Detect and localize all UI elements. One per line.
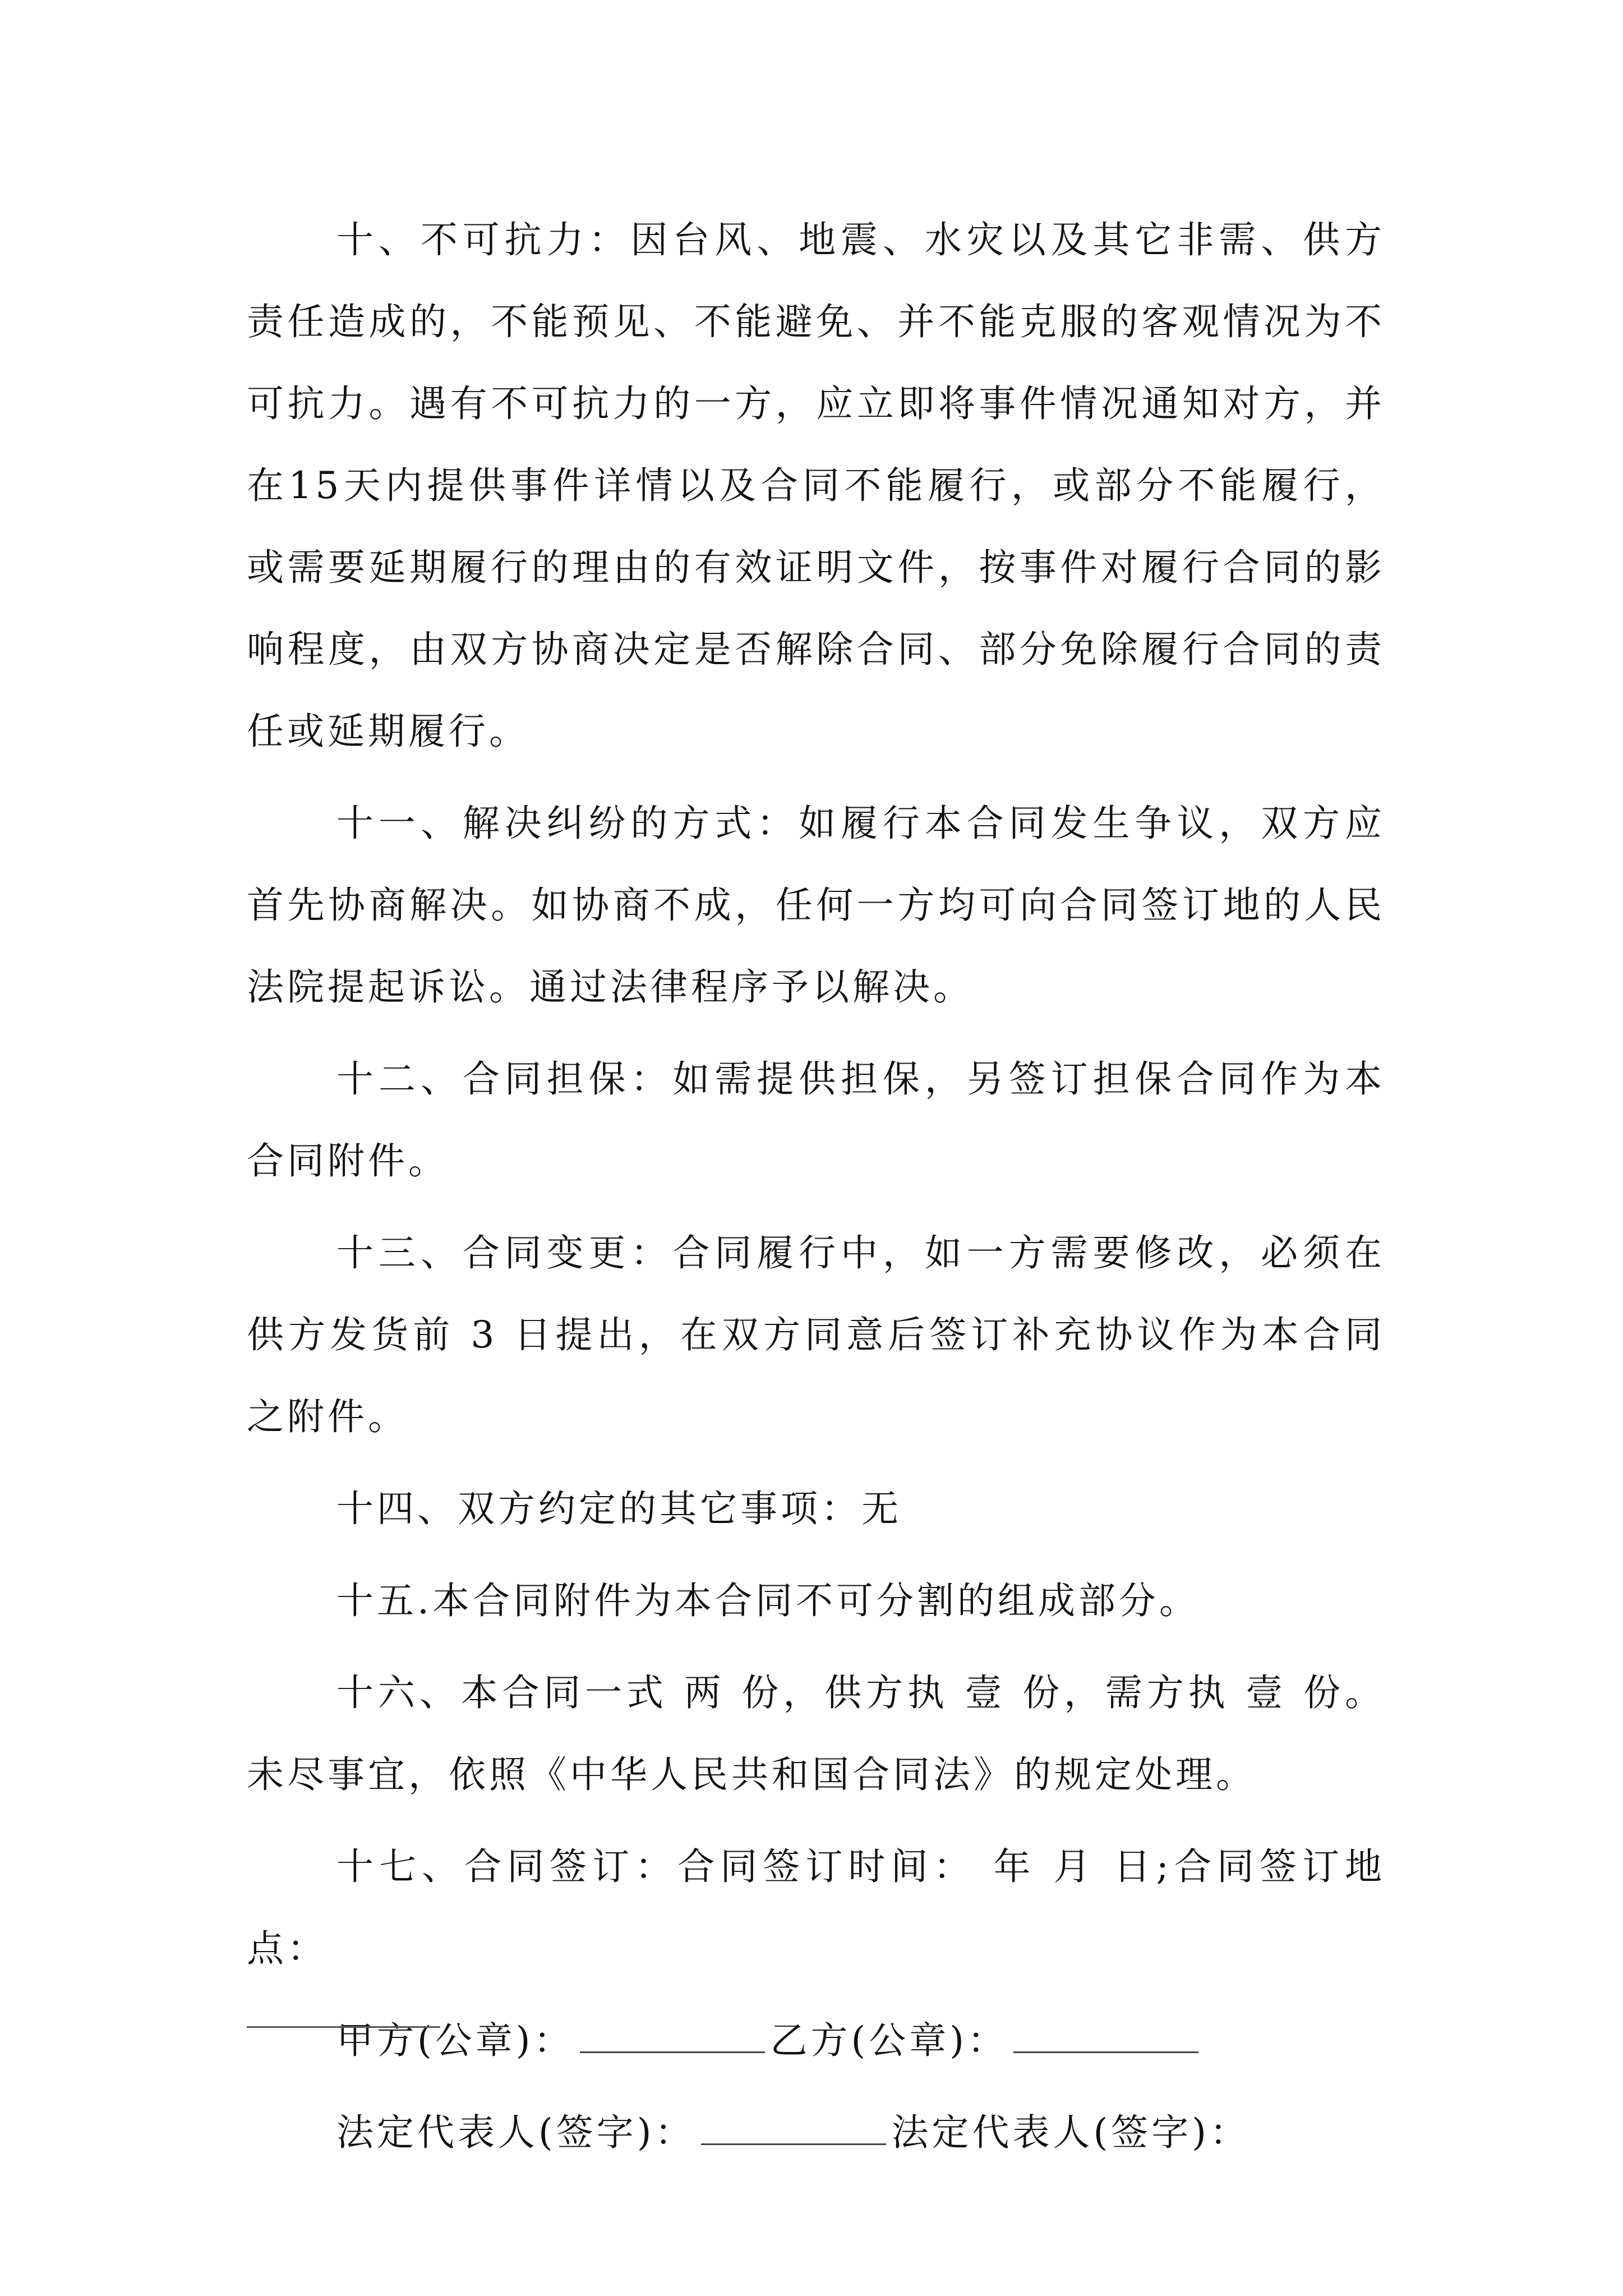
clause-dispute-resolution: 十一、解决纠纷的方式：如履行本合同发生争议，双方应首先协商解决。如协商不成，任何一方均可向合同签订地的人民法院提起诉讼。通过法律程序予以解决。 (247, 802, 1385, 1009)
rep-b-label: 法定代表人(签字)： (891, 2111, 1250, 2154)
clause-signing: 十七、合同签订：合同签订时间： 年 月 日;合同签订地点： (247, 1845, 1385, 1970)
party-a-seal-blank (580, 2012, 765, 2053)
seal-line (247, 2000, 1385, 2082)
rep-b-signature-blank (247, 2026, 440, 2028)
clause-other-matters: 十四、双方约定的其它事项：无 (336, 1487, 902, 1530)
clause-contract-change: 十三、合同变更：合同履行中，如一方需要修改，必须在供方发货前 3 日提出，在双方同意后签订补充协议作为本合同之附件。 (247, 1231, 1385, 1438)
representative-line (247, 2092, 1385, 2174)
party-b-label: 乙方(公章)： (770, 2019, 1008, 2062)
party-b-seal-blank (1013, 2012, 1198, 2053)
clause-guarantee: 十二、合同担保：如需提供担保，另签订担保合同作为本合同附件。 (247, 1057, 1385, 1182)
clause-copies: 十六、本合同一式 两 份，供方执 壹 份，需方执 壹 份。未尽事宜，依照《中华人民共和国合同法》的规定处理。 (247, 1671, 1385, 1796)
rep-a-signature-blank (701, 2104, 886, 2145)
rep-a-label: 法定代表人(签字)： (336, 2111, 695, 2154)
clause-force-majeure: 十、不可抗力：因台风、地震、水灾以及其它非需、供方责任造成的，不能预见、不能避免、并不能克服的客观情况为不可抗力。遇有不可抗力的一方，应立即将事件情况通知对方，并在15天内提供事件详情以及合同不能履行，或部分不能履行，或需要延期履行的理由的有效证明文件，按事件对履行合同的影响程度，由双方协商决定是否解除合同、部分免除履行合同的责任或延期履行。 (247, 218, 1385, 753)
party-a-label: 甲方(公章)： (336, 2019, 574, 2062)
contract-body (247, 199, 1385, 2184)
clause-attachments: 十五.本合同附件为本合同不可分割的组成部分。 (336, 1579, 1200, 1622)
